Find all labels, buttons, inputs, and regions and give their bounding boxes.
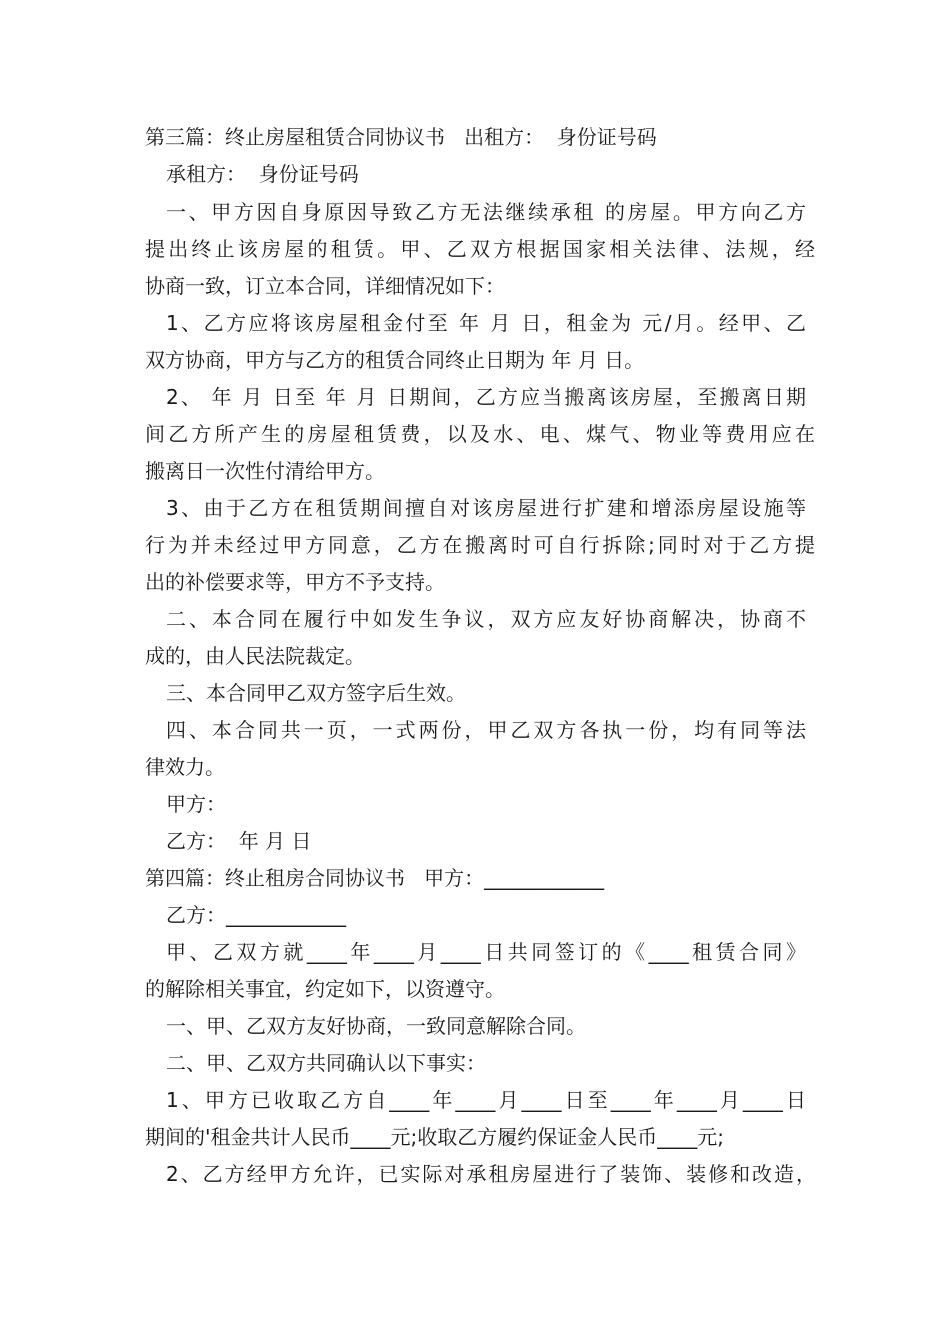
paragraph-line: 一、甲方因自身原因导致乙方无法继续承租 的房屋。甲方向乙方 bbox=[166, 200, 806, 224]
paragraph-line: 成的，由人民法院裁定。 bbox=[145, 644, 365, 668]
paragraph-line: 提出终止该房屋的租赁。甲、乙双方根据国家相关法律、法规，经 bbox=[145, 237, 815, 261]
paragraph-line: 双方协商，甲方与乙方的租赁合同终止日期为 年 月 日。 bbox=[145, 348, 645, 372]
paragraph-line: 3、由于乙方在租赁期间擅自对该房屋进行扩建和增添房屋设施等 bbox=[166, 496, 806, 520]
paragraph-line: 一、甲、乙双方友好协商，一致同意解除合同。 bbox=[166, 1014, 586, 1038]
paragraph-line: 1、甲方已收取乙方自____年____月____日至____年____月____日 bbox=[166, 1088, 806, 1112]
paragraph-line: 律效力。 bbox=[145, 755, 225, 779]
paragraph-line: 2、乙方经甲方允许，已实际对承租房屋进行了装饰、装修和改造， bbox=[166, 1162, 816, 1186]
paragraph-line: 间乙方所产生的房屋租赁费，以及水、电、煤气、物业等费用应在 bbox=[145, 422, 815, 446]
paragraph-line: 协商一致，订立本合同，详细情况如下： bbox=[145, 274, 505, 298]
paragraph-line: 期间的'租金共计人民币____元;收取乙方履约保证金人民币____元; bbox=[145, 1125, 724, 1149]
paragraph-line: 行为并未经过甲方同意，乙方在搬离时可自行拆除;同时对于乙方提 bbox=[145, 533, 815, 557]
paragraph-line: 三、本合同甲乙双方签字后生效。 bbox=[166, 681, 466, 705]
paragraph-line: 搬离日一次性付清给甲方。 bbox=[145, 459, 385, 483]
paragraph-line: 的解除相关事宜，约定如下，以资遵守。 bbox=[145, 977, 505, 1001]
paragraph-line: 乙方：____________ bbox=[166, 903, 346, 927]
signature-party-b: 乙方： 年 月 日 bbox=[166, 829, 312, 853]
paragraph-line: 出的补偿要求等，甲方不予支持。 bbox=[145, 570, 445, 594]
paragraph-line: 1、乙方应将该房屋租金付至 年 月 日，租金为 元/月。经甲、乙 bbox=[166, 311, 806, 335]
heading-part-four: 第四篇：终止租房合同协议书 甲方：____________ bbox=[145, 866, 605, 890]
signature-party-a: 甲方： bbox=[166, 792, 226, 816]
heading-part-three: 第三篇：终止房屋租赁合同协议书 出租方： 身份证号码 bbox=[145, 125, 657, 149]
paragraph-line: 二、本合同在履行中如发生争议，双方应友好协商解决，协商不 bbox=[166, 607, 806, 631]
paragraph-line: 承租方： 身份证号码 bbox=[166, 162, 359, 186]
paragraph-line: 二、甲、乙双方共同确认以下事实： bbox=[166, 1051, 486, 1075]
paragraph-line: 2、 年 月 日至 年 月 日期间，乙方应当搬离该房屋，至搬离日期 bbox=[166, 385, 806, 409]
paragraph-line: 四、本合同共一页，一式两份，甲乙双方各执一份，均有同等法 bbox=[166, 718, 806, 742]
paragraph-line: 甲、乙双方就____年____月____日共同签订的《____租赁合同》 bbox=[166, 940, 806, 964]
